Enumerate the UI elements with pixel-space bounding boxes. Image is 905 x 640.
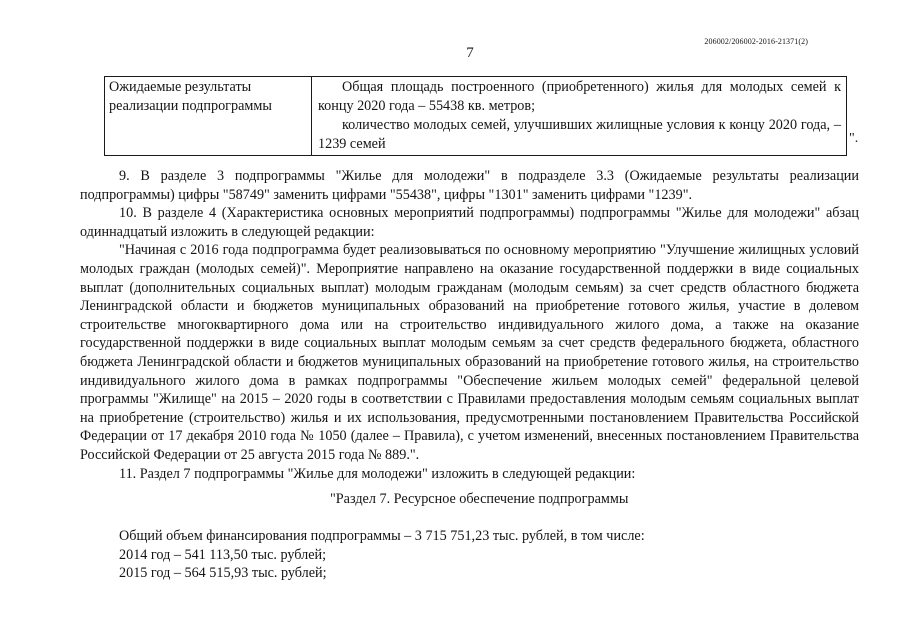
finance-total: Общий объем финансирования подпрограммы – 3 715 751,23 тыс. рублей, в том числе: [119, 528, 645, 544]
table-row [105, 77, 847, 156]
table-content-cell [312, 77, 847, 156]
paragraph-11: 11. Раздел 7 подпрограммы "Жилье для молодежи" изложить в следующей редакции: [119, 465, 636, 482]
paragraph-9: 9. В разделе 3 подпрограммы "Жилье для молодежи" в подразделе 3.3 (Ожидаемые результаты реализации подпрограммы) цифры "58749" заменить цифрами "55438", цифры "1301" заменить цифрами "1239". [80, 168, 859, 203]
paragraph-10: 10. В разделе 4 (Характеристика основных мероприятий подпрограммы) подпрограммы "Жилье для молодежи" абзац одиннадцатый изложить в следующей редакции: [80, 205, 859, 240]
section-heading: "Раздел 7. Ресурсное обеспечение подпрограммы [330, 491, 629, 507]
table-label-cell: Ожидаемые результаты реализации подпрограммы [105, 77, 312, 156]
document-id: 206002/206002-2016-21371(2) [704, 37, 808, 46]
results-table [104, 76, 847, 156]
finance-year-2014: 2014 год – 541 113,50 тыс. рублей; [119, 546, 327, 563]
closing-quote-mark: ". [849, 131, 859, 146]
table-line-families: количество молодых семей, улучшивших жилищные условия к концу 2020 года, – 1239 семей [318, 117, 841, 152]
body-text [80, 167, 859, 483]
finance-block [119, 527, 645, 583]
table-line-area: Общая площадь построенного (приобретенного) жилья для молодых семей к концу 2020 года – 55438 кв. метров; [318, 79, 841, 114]
quoted-paragraph: "Начиная с 2016 года подпрограмма будет реализовываться по основному мероприятию "Улучшение жилищных условий молодых граждан (молодых семей)". Мероприятие направлено на оказание государственной поддержки в виде социальных выплат (дополнительных социальных выплат) молодым гражданам (молодым семьям) за счет средств областного бюджета Ленинградской области и бюджетов муниципальных образований на приобретение готового жилья, участие в долевом строительстве многоквартирного дома или на строительство индивидуального жилого дома, а также на оказание государственной поддержки в виде социальных выплат молодым семьям за счет средств федерального бюджета, областного бюджета Ленинградской области и бюджетов муниципальных образований на приобретение готового жилья, на строительство индивидуального жилого дома в рамках подпрограммы "Обеспечение жильем молодых семей" федеральной целевой программы "Жилище" на 2015 – 2020 годы в соответствии с Правилами предоставления молодым семьям социальных выплат на приобретение (строительство) жилья и их использования, предусмотренными постановлением Правительства Российской Федерации от 17 декабря 2010 года № 1050 (далее – Правила), с учетом изменений, внесенных постановлением Правительства Российской Федерации от 25 августа 2015 года № 889.". [80, 242, 859, 463]
finance-year-2015: 2015 год – 564 515,93 тыс. рублей; [119, 565, 327, 582]
page-number: 7 [466, 45, 474, 61]
